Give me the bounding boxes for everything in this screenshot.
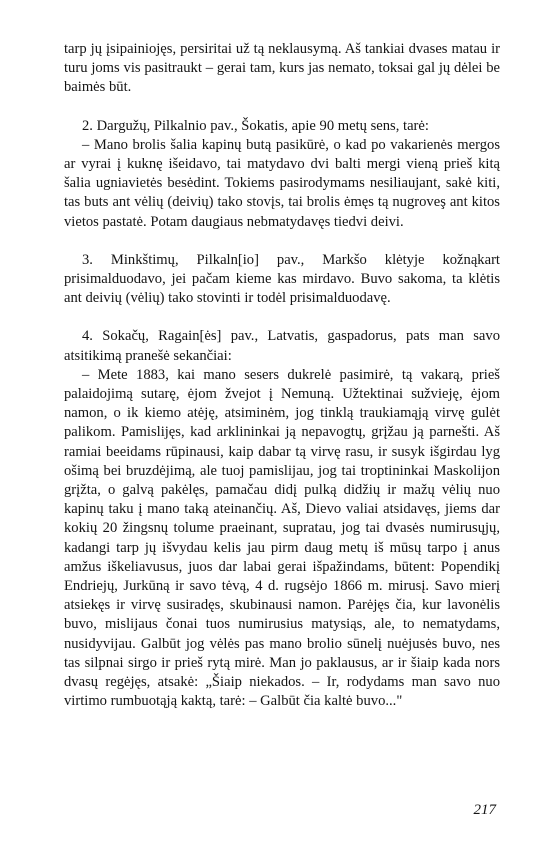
page-body	[64, 40, 500, 712]
paragraph-p3: – Mano brolis šalia kapinų butą pasikūrė, o kad po vakarienės mergos ar vyrai į kuknę išeidavo, tai matydavo dvi balti mergi vieną prieš kitą šalia ugniavietės besėdint. Tokiems pasirodymams nesiliaujant, sakė kiti, tas buts ant vėlių (deivių) tako stovįs, tai brolis ėmęs tą nugroveş ant kitos vietos pastatė. Potam daugiaus nebmatydavęs tiedvi deivi.	[64, 136, 500, 230]
paragraph-p4: 3. Minkštimų, Pilkaln[io] pav., Markšo klėtyje kožnąkart prisimalduodavo, jei pačam kieme kas mirdavo. Buvo sakoma, ta klėtis ant deivių (vėlių) tako stovinti ir todėl prisimalduodavę.	[64, 251, 500, 307]
paragraph-p2: 2. Dargužų, Pilkalnio pav., Šokatis, apie 90 metų sens, tarė:	[82, 117, 429, 134]
page-number: 217	[473, 802, 496, 818]
paragraph-p6: – Mete 1883, kai mano sesers dukrelė pasimirė, tą vakarą, prieš palaidojimą sutarę, ėjom žvejot į Nemuną. Užtektinai sužvieję, ėjom namon, o ik kiemo atėję, atsiminėm, jog tinklą traukiamąją virvę gulėt palikom. Pamislijęs, kad arklininkai ją nepavogtų, grįžau ją parnešti. Aš ramiai beeidams rūpinausi, kaip dabar tą virvę rasu, ir susyk išgirdau lyg ošimą bei bruzdėjimą, ale tuoj pamislijau, jog tai troptininkai Maskolijon grįžta, o galvą pakėlęs, pamačau didį pulką didžių ir mažų vėlių nuo kapinų taku į mano taką ateinančių. Aš, Dievo valiai atsidavęs, jiems dar kokių 20 žingsnų tolume praeinant, supratau, jog tai dvasės numirusųjų, kadangi tarp jų išvydau kelis jau pirm daug metų iš mūsų tarpo į anus amžus iškeliavusus, juos dar labai gerai išpažindams, būtent: Popendikį Endriejų, Jurkūną ir savo tėvą, 4 d. rugsėjo 1866 m. mirusį. Savo mierį atsiekęs ir virvę susiradęs, skubinausi namon. Parėjęs čia, kur lavonėlis buvo, mislijaus čonai tuos numirusius matysiąs, ale, to nematydams, nusidyvijau. Galbūt jog vėlės pas mano brolio sūnelį nuėjusės buvo, nes tas silpnai sirgo ir prieš rytą mirė. Man jo paklausus, ar ir šiaip kada nors dvasų regėjęs, atsakė: „Šiaip niekados. – Ir, rodydams man savo nuo virtimo rumbuotąją kaktą, tarė: – Galbūt čia kaltė buvo..."	[64, 366, 500, 710]
paragraph-p5: 4. Sokačų, Ragain[ės] pav., Latvatis, gaspadorus, pats man savo atsitikimą pranešė sekančiai:	[64, 328, 500, 364]
paragraph-p1: tarp jų įsipainiojęs, persiritai už tą neklausymą. Aš tankiai dvases matau ir turu joms vis pasitraukt – gerai tam, kurs jas nemato, toksai gal jų dėlei be baimės būt.	[64, 41, 500, 96]
paragraph-gap	[64, 232, 500, 251]
paragraph-gap	[64, 98, 500, 117]
paragraph-gap	[64, 308, 500, 327]
